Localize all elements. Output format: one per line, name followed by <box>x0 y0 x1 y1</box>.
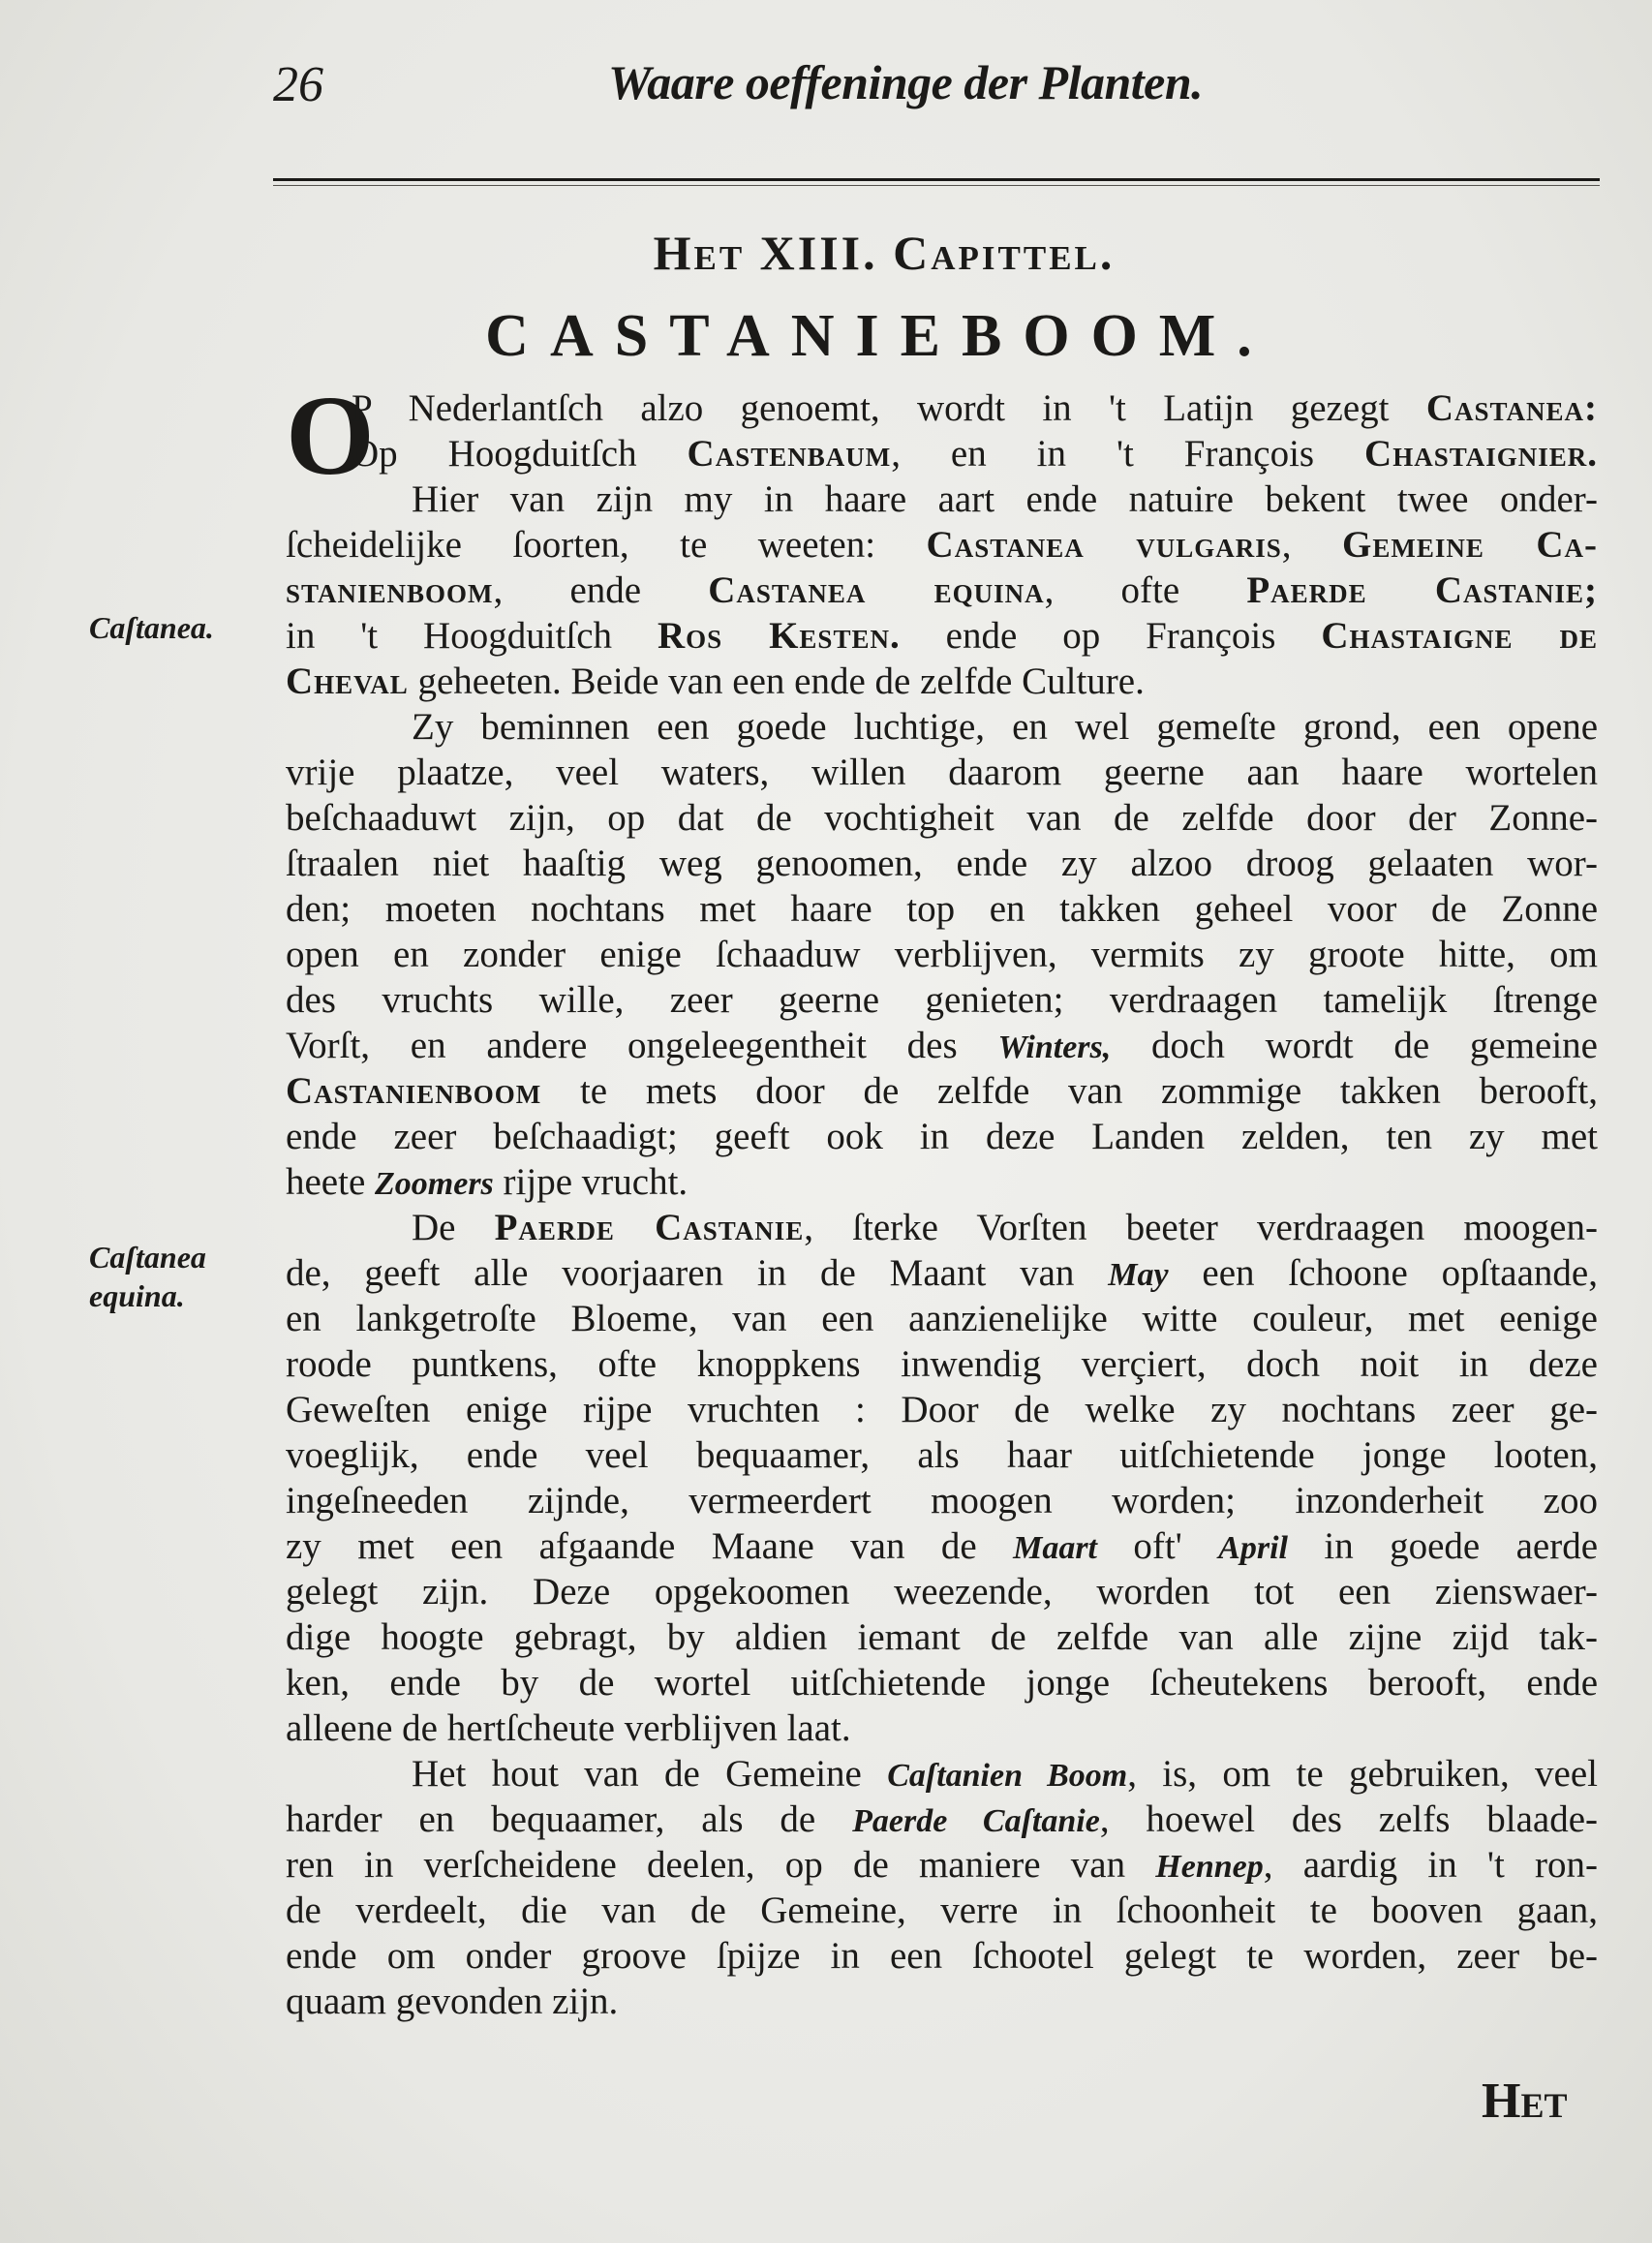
text-run: De <box>412 1207 495 1248</box>
text-run: een ſchoone opſtaande, <box>1168 1252 1598 1294</box>
text-run: de, geeft alle voorjaaren in de Maant van <box>286 1252 1109 1294</box>
text-run: Geweſten enige rijpe vruchten : Door de welke zy nochtans zeer ge- <box>286 1389 1598 1430</box>
text-line <box>286 1341 1598 1387</box>
text-line <box>286 1296 1598 1341</box>
text-line <box>286 1569 1598 1614</box>
text-line <box>286 476 1598 522</box>
text-line <box>286 1751 1598 1797</box>
small-caps-term: Gemeine Ca- <box>1342 524 1598 566</box>
text-line <box>286 977 1598 1023</box>
text-run: , is, om te gebruiken, veel <box>1127 1753 1598 1795</box>
text-run: in goede aerde <box>1287 1525 1599 1567</box>
small-caps-term: Paerde Castanie; <box>1246 569 1599 611</box>
text-line <box>286 1705 1598 1751</box>
text-run: ſtraalen niet haaſtig weg genoomen, ende zy alzoo droog gelaaten wor- <box>286 843 1598 884</box>
text-line <box>286 932 1598 977</box>
small-caps-term: Castanea: <box>1425 387 1598 429</box>
body-text <box>286 372 1599 2024</box>
text-run: des vruchts wille, zeer geerne genieten; verdraagen tamelijk ſtrenge <box>286 979 1598 1021</box>
text-run: , en in 't François <box>891 433 1365 475</box>
page-number: 26 <box>273 57 323 112</box>
small-caps-term: Paerde Castanie <box>494 1207 805 1248</box>
small-caps-term: Castanea equina <box>708 569 1045 611</box>
text-line <box>286 1888 1598 1933</box>
text-line <box>286 1979 1598 2024</box>
italic-term: Zoomers <box>375 1166 494 1202</box>
margin-note: Caſtanea equina. <box>89 1240 206 1313</box>
text-run: , ſterke Vorſten beeter verdraagen moogen- <box>804 1207 1598 1248</box>
text-run: ende zeer beſchaadigt; geeft ook in deze Landen zelden, ten zy met <box>286 1116 1598 1157</box>
small-caps-term: Ros Kesten. <box>657 615 901 657</box>
text-run: te mets door de zelfde van zommige takken berooft, <box>541 1070 1598 1112</box>
text-run: ende om onder groove ſpijze in een ſchootel gelegt te worden, zeer be- <box>286 1935 1598 1977</box>
text-run: , aardig in 't ron- <box>1263 1844 1598 1886</box>
text-line <box>286 431 1598 476</box>
small-caps-term: Chastaigne de <box>1321 615 1598 657</box>
margin-note: Caſtanea. <box>89 610 214 645</box>
text-run: harder en bequaamer, als de <box>286 1798 853 1840</box>
text-line <box>286 1660 1598 1705</box>
text-run: P Nederlantſch alzo genoemt, wordt in 't Latijn gezegt <box>352 387 1426 429</box>
text-run: , ende <box>493 569 709 611</box>
text-line <box>286 1114 1598 1159</box>
text-line <box>286 1023 1598 1068</box>
text-run: oft' <box>1097 1525 1219 1567</box>
small-caps-term: stanienboom <box>286 569 494 611</box>
header-rule <box>273 178 1600 181</box>
italic-term: Caſtanien Boom <box>887 1758 1128 1794</box>
text-run: beſchaaduwt zijn, op dat de vochtigheit van de zelfde door der Zonne- <box>286 797 1598 839</box>
text-run: den; moeten nochtans met haare top en takken geheel voor de Zonne <box>286 888 1598 930</box>
text-line <box>286 568 1598 613</box>
text-line <box>286 886 1598 932</box>
text-run: Hier van zijn my in haare aart ende natuire bekent twee onder- <box>412 478 1598 520</box>
chapter-title-text: CASTANIEBOOM. <box>485 303 1273 369</box>
text-run: ende op François <box>900 615 1322 657</box>
text-line <box>286 1205 1598 1250</box>
text-run: heete <box>286 1161 376 1203</box>
text-line <box>286 1478 1598 1523</box>
text-line <box>286 1250 1598 1296</box>
text-run: , hoewel des zelfs blaade- <box>1099 1798 1598 1840</box>
small-caps-term: Castanea vulgaris <box>926 524 1282 566</box>
text-run: doch wordt de gemeine <box>1111 1025 1598 1066</box>
text-run: en lankgetroſte Bloeme, van een aanzienelijke witte couleur, met eenige <box>286 1298 1598 1339</box>
text-line <box>286 1842 1598 1888</box>
text-run: gelegt zijn. Deze opgekoomen weezende, worden tot een zienswaer- <box>286 1571 1598 1613</box>
text-run: Vorſt, en andere ongeleegentheit des <box>286 1025 998 1066</box>
italic-term: Maart <box>1013 1530 1098 1566</box>
small-caps-term: Castanienboom <box>286 1070 542 1112</box>
text-run: open en zonder enige ſchaaduw verblijven, vermits zy groote hitte, om <box>286 934 1598 975</box>
text-line <box>286 1068 1598 1114</box>
text-run: Op Hoogduitſch <box>352 433 688 475</box>
text-run: roode puntkens, ofte knoppkens inwendig verçiert, doch noit in deze <box>286 1343 1598 1385</box>
text-line <box>286 1933 1598 1979</box>
italic-term: April <box>1218 1530 1288 1566</box>
text-run: ren in verſcheidene deelen, op de maniere van <box>286 1844 1156 1886</box>
text-run: dige hoogte gebragt, by aldien iemant de zelfde van alle zijne zijd tak- <box>286 1616 1598 1658</box>
italic-term: May <box>1108 1257 1169 1293</box>
text-line <box>286 613 1598 659</box>
chapter-label-text: Het XIII. Capittel. <box>653 226 1116 280</box>
small-caps-term: Castenbaum <box>687 433 892 475</box>
text-line <box>286 795 1598 841</box>
text-run: in 't Hoogduitſch <box>286 615 658 657</box>
text-run: Het hout van de Gemeine <box>412 1753 888 1795</box>
running-title: Waare oeffeninge der Planten. <box>608 55 1204 109</box>
catchword: Het <box>1482 2074 1568 2129</box>
text-line <box>286 659 1598 704</box>
header-rule-thin <box>273 185 1600 186</box>
text-run: quaam gevonden zijn. <box>286 1981 619 2022</box>
text-run: vrije plaatze, veel waters, willen daarom geerne aan haare wortelen <box>286 752 1598 793</box>
text-run: rijpe vrucht. <box>493 1161 688 1203</box>
text-line <box>286 704 1598 750</box>
text-line <box>286 1614 1598 1660</box>
text-line <box>286 1523 1598 1569</box>
text-line <box>286 1797 1598 1842</box>
italic-term: Winters, <box>997 1029 1112 1065</box>
chapter-label <box>0 225 1652 281</box>
text-line <box>286 522 1598 568</box>
text-run: alleene de hertſcheute verblijven laat. <box>286 1707 851 1749</box>
drop-cap: O <box>286 372 375 499</box>
small-caps-term: Cheval <box>286 661 409 702</box>
chapter-title <box>0 302 1652 371</box>
text-line <box>286 1432 1598 1478</box>
text-run: geheeten. Beide van een ende de zelfde Culture. <box>408 661 1145 702</box>
text-line <box>286 750 1598 795</box>
text-run: ken, ende by de wortel uitſchietende jonge ſcheutekens berooft, ende <box>286 1662 1598 1704</box>
text-run: de verdeelt, die van de Gemeine, verre in ſchoonheit te booven gaan, <box>286 1890 1598 1931</box>
text-run: , ofte <box>1044 569 1247 611</box>
text-line <box>286 385 1598 431</box>
text-run: , <box>1281 524 1342 566</box>
italic-term: Hennep <box>1155 1849 1264 1885</box>
text-run: zy met een afgaande Maane van de <box>286 1525 1014 1567</box>
italic-term: Paerde Caſtanie <box>852 1803 1100 1839</box>
text-run: Zy beminnen een goede luchtige, en wel gemeſte grond, een opene <box>412 706 1598 748</box>
text-line <box>286 1159 1598 1205</box>
text-run: voeglijk, ende veel bequaamer, als haar uitſchietende jonge looten, <box>286 1434 1598 1476</box>
text-run: ingeſneeden zijnde, vermeerdert moogen worden; inzonderheit zoo <box>286 1480 1598 1521</box>
text-line <box>286 1387 1598 1432</box>
small-caps-term: Chastaignier. <box>1364 433 1598 475</box>
text-run: ſcheidelijke ſoorten, te weeten: <box>286 524 927 566</box>
text-line <box>286 841 1598 886</box>
